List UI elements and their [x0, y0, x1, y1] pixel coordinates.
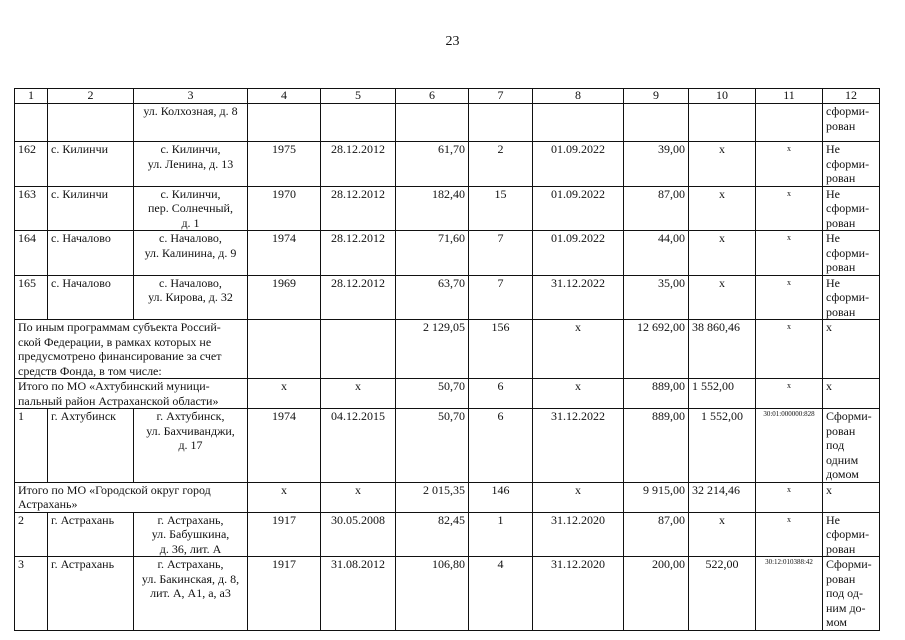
- total-col8: х: [533, 320, 624, 379]
- subtotal-label: Итого по МО «Городской округ город Астрахань»: [15, 482, 248, 512]
- total-col4: [248, 320, 321, 379]
- planned-date: 31.12.2022: [533, 409, 624, 483]
- total-col4: х: [248, 482, 321, 512]
- table-row: [15, 557, 880, 631]
- residents-count: 15: [469, 186, 533, 231]
- recognition-date: [321, 104, 396, 142]
- settlement: [48, 104, 134, 142]
- row-number: 3: [15, 557, 48, 631]
- row-number: 163: [15, 186, 48, 231]
- address: с. Началово, ул. Кирова, д. 32: [134, 275, 248, 320]
- land-status: Не сформи- рован: [823, 142, 880, 187]
- column-header: 1: [15, 89, 48, 104]
- residents-count: 2: [469, 142, 533, 187]
- total-col8: х: [533, 482, 624, 512]
- total-col11: х: [756, 482, 823, 512]
- total-area: 2 015,35: [396, 482, 469, 512]
- land-status: Сформи- рован под одним домом: [823, 409, 880, 483]
- recognition-date: 28.12.2012: [321, 142, 396, 187]
- land-status: Не сформи- рован: [823, 512, 880, 557]
- address: г. Ахтубинск, ул. Бахчиванджи, д. 17: [134, 409, 248, 483]
- cadastral-number: 30:12:010388:42: [756, 557, 823, 631]
- table-row: [15, 104, 880, 142]
- total-cost: 32 214,46: [689, 482, 756, 512]
- total-resettled-area: 889,00: [624, 379, 689, 409]
- planned-date: 31.12.2020: [533, 557, 624, 631]
- total-residents: 156: [469, 320, 533, 379]
- recognition-date: 30.05.2008: [321, 512, 396, 557]
- settlement: с. Началово: [48, 275, 134, 320]
- land-status: Не сформи- рован: [823, 231, 880, 276]
- total-cost: 1 552,00: [689, 379, 756, 409]
- cost: [689, 104, 756, 142]
- subtotal-label: По иным программам субъекта Россий- ской Федерации, в рамках которых не предусмотрено финансирование за счет средств Фонда, в том числе:: [15, 320, 248, 379]
- residents-count: 7: [469, 231, 533, 276]
- resettled-area: 200,00: [624, 557, 689, 631]
- year-built: 1970: [248, 186, 321, 231]
- table-row: [15, 231, 880, 276]
- residents-count: 1: [469, 512, 533, 557]
- table-row: [15, 186, 880, 231]
- resettled-area: 87,00: [624, 186, 689, 231]
- total-col12: х: [823, 320, 880, 379]
- row-number: 164: [15, 231, 48, 276]
- year-built: 1974: [248, 409, 321, 483]
- cost: х: [689, 275, 756, 320]
- cadastral-number: [756, 104, 823, 142]
- area: 82,45: [396, 512, 469, 557]
- address: ул. Колхозная, д. 8: [134, 104, 248, 142]
- subtotal-row: [15, 320, 880, 379]
- column-header: 3: [134, 89, 248, 104]
- column-header: 7: [469, 89, 533, 104]
- cost: х: [689, 186, 756, 231]
- column-header: 9: [624, 89, 689, 104]
- settlement: с. Началово: [48, 231, 134, 276]
- page-number: 23: [445, 34, 460, 49]
- resettled-area: 87,00: [624, 512, 689, 557]
- area: 61,70: [396, 142, 469, 187]
- residents-count: [469, 104, 533, 142]
- row-number: [15, 104, 48, 142]
- total-col11: х: [756, 320, 823, 379]
- planned-date: 31.12.2022: [533, 275, 624, 320]
- table-row: [15, 275, 880, 320]
- column-header: 11: [756, 89, 823, 104]
- cadastral-number: х: [756, 275, 823, 320]
- year-built: 1917: [248, 512, 321, 557]
- cost: 1 552,00: [689, 409, 756, 483]
- address: с. Началово, ул. Калинина, д. 9: [134, 231, 248, 276]
- address: г. Астрахань, ул. Бабушкина, д. 36, лит. А: [134, 512, 248, 557]
- resettled-area: 39,00: [624, 142, 689, 187]
- resettled-area: [624, 104, 689, 142]
- area: 106,80: [396, 557, 469, 631]
- total-residents: 146: [469, 482, 533, 512]
- planned-date: 01.09.2022: [533, 231, 624, 276]
- address: с. Килинчи, ул. Ленина, д. 13: [134, 142, 248, 187]
- settlement: г. Ахтубинск: [48, 409, 134, 483]
- area: 182,40: [396, 186, 469, 231]
- cost: 522,00: [689, 557, 756, 631]
- table-row: [15, 409, 880, 483]
- planned-date: 01.09.2022: [533, 142, 624, 187]
- cadastral-number: х: [756, 231, 823, 276]
- resettled-area: 44,00: [624, 231, 689, 276]
- total-resettled-area: 9 915,00: [624, 482, 689, 512]
- total-resettled-area: 12 692,00: [624, 320, 689, 379]
- cost: х: [689, 231, 756, 276]
- total-col8: х: [533, 379, 624, 409]
- area: 71,60: [396, 231, 469, 276]
- planned-date: 01.09.2022: [533, 186, 624, 231]
- subtotal-row: [15, 482, 880, 512]
- subtotal-label: Итого по МО «Ахтубинский муници- пальный район Астраханской области»: [15, 379, 248, 409]
- column-header: 5: [321, 89, 396, 104]
- housing-table: [14, 88, 880, 631]
- settlement: г. Астрахань: [48, 557, 134, 631]
- row-number: 1: [15, 409, 48, 483]
- total-col12: х: [823, 379, 880, 409]
- land-status: Сформи- рован под од- ним до- мом: [823, 557, 880, 631]
- year-built: 1969: [248, 275, 321, 320]
- total-col11: х: [756, 379, 823, 409]
- area: [396, 104, 469, 142]
- area: 50,70: [396, 409, 469, 483]
- total-residents: 6: [469, 379, 533, 409]
- year-built: 1975: [248, 142, 321, 187]
- address: с. Килинчи, пер. Солнечный, д. 1: [134, 186, 248, 231]
- year-built: 1917: [248, 557, 321, 631]
- total-area: 2 129,05: [396, 320, 469, 379]
- total-cost: 38 860,46: [689, 320, 756, 379]
- planned-date: [533, 104, 624, 142]
- settlement: с. Килинчи: [48, 142, 134, 187]
- cadastral-number: х: [756, 512, 823, 557]
- recognition-date: 31.08.2012: [321, 557, 396, 631]
- column-header: 8: [533, 89, 624, 104]
- column-header-row: [15, 89, 880, 104]
- cost: х: [689, 512, 756, 557]
- column-header: 10: [689, 89, 756, 104]
- land-status: Не сформи- рован: [823, 186, 880, 231]
- total-area: 50,70: [396, 379, 469, 409]
- cost: х: [689, 142, 756, 187]
- recognition-date: 28.12.2012: [321, 186, 396, 231]
- cadastral-number: х: [756, 142, 823, 187]
- land-status: сформи- рован: [823, 104, 880, 142]
- resettled-area: 35,00: [624, 275, 689, 320]
- row-number: 165: [15, 275, 48, 320]
- row-number: 162: [15, 142, 48, 187]
- total-col5: х: [321, 482, 396, 512]
- table-row: [15, 512, 880, 557]
- total-col4: х: [248, 379, 321, 409]
- total-col5: х: [321, 379, 396, 409]
- total-col5: [321, 320, 396, 379]
- column-header: 6: [396, 89, 469, 104]
- settlement: г. Астрахань: [48, 512, 134, 557]
- cadastral-number: 30:01:000000:828: [756, 409, 823, 483]
- planned-date: 31.12.2020: [533, 512, 624, 557]
- subtotal-row: [15, 379, 880, 409]
- address: г. Астрахань, ул. Бакинская, д. 8, лит. А, А1, а, а3: [134, 557, 248, 631]
- year-built: [248, 104, 321, 142]
- recognition-date: 28.12.2012: [321, 231, 396, 276]
- settlement: с. Килинчи: [48, 186, 134, 231]
- residents-count: 7: [469, 275, 533, 320]
- residents-count: 6: [469, 409, 533, 483]
- column-header: 12: [823, 89, 880, 104]
- recognition-date: 28.12.2012: [321, 275, 396, 320]
- row-number: 2: [15, 512, 48, 557]
- column-header: 2: [48, 89, 134, 104]
- column-header: 4: [248, 89, 321, 104]
- table-row: [15, 142, 880, 187]
- residents-count: 4: [469, 557, 533, 631]
- area: 63,70: [396, 275, 469, 320]
- year-built: 1974: [248, 231, 321, 276]
- resettled-area: 889,00: [624, 409, 689, 483]
- land-status: Не сформи- рован: [823, 275, 880, 320]
- cadastral-number: х: [756, 186, 823, 231]
- recognition-date: 04.12.2015: [321, 409, 396, 483]
- total-col12: х: [823, 482, 880, 512]
